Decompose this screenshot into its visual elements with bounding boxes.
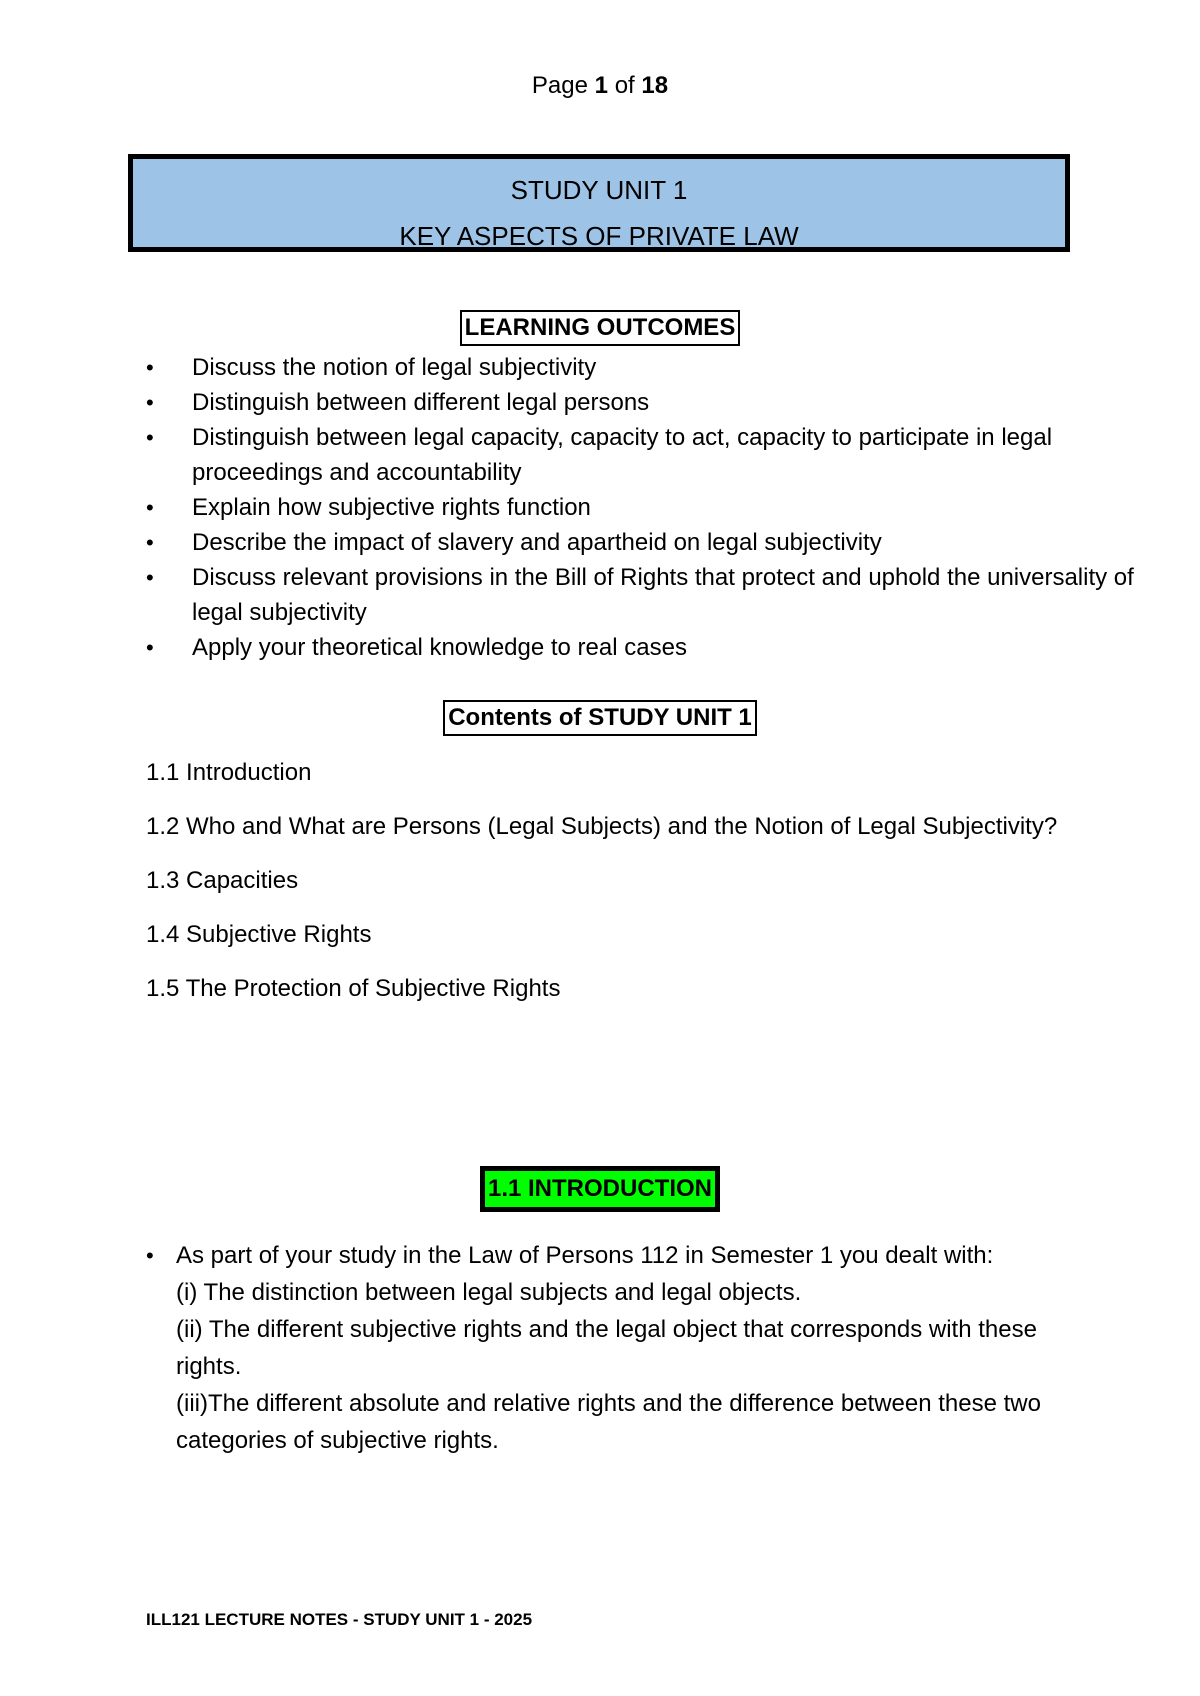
page-label: Page: [531, 72, 588, 99]
introduction-point: (ii) The different subjective rights and the legal object that corresponds with these rights.: [176, 1316, 1037, 1380]
study-unit-title: KEY ASPECTS OF PRIVATE LAW: [399, 221, 799, 251]
outcome-text: Distinguish between legal capacity, capacity to act, capacity to participate in legal proceedings and accountability: [192, 424, 1053, 486]
list-item: [146, 560, 1146, 630]
outcome-text: Discuss relevant provisions in the Bill of Rights that protect and uphold the universality of legal subjectivity: [192, 564, 1134, 626]
contents-list: [146, 755, 1126, 1025]
contents-item-subjective-rights: 1.4 Subjective Rights: [146, 921, 372, 948]
introduction-body: [146, 1237, 1106, 1459]
study-unit-number: STUDY UNIT 1: [510, 175, 688, 205]
list-item: [146, 350, 1146, 385]
list-item: [146, 490, 1146, 525]
page-current: 1: [594, 72, 609, 99]
page-of: of: [614, 72, 635, 99]
contents-item-introduction: 1.1 Introduction: [146, 759, 312, 786]
bullet-icon: •: [146, 565, 154, 590]
introduction-section: [146, 1237, 1106, 1459]
contents-heading-wrap: [0, 700, 1200, 736]
learning-outcomes-list: [146, 350, 1146, 665]
list-item: [146, 385, 1146, 420]
outcome-text: Explain how subjective rights function: [192, 494, 591, 521]
introduction-point: (iii)The different absolute and relative rights and the difference between these two categories of subjective rights.: [176, 1390, 1041, 1454]
page-number: [0, 72, 1200, 100]
list-item: [146, 420, 1146, 490]
outcome-text: Describe the impact of slavery and apartheid on legal subjectivity: [192, 529, 882, 556]
learning-outcomes-heading-wrap: [0, 310, 1200, 346]
list-item: [146, 525, 1146, 560]
page-footer: ILL121 LECTURE NOTES - STUDY UNIT 1 - 2025: [146, 1610, 533, 1629]
bullet-icon: •: [146, 355, 154, 380]
outcome-text: Apply your theoretical knowledge to real cases: [192, 634, 687, 661]
introduction-heading: 1.1 INTRODUCTION: [480, 1166, 720, 1212]
introduction-point: (i) The distinction between legal subjects and legal objects.: [176, 1279, 802, 1306]
list-item: [146, 630, 1146, 665]
bullet-icon: •: [146, 390, 154, 415]
contents-item-protection: 1.5 The Protection of Subjective Rights: [146, 975, 561, 1002]
bullet-icon: •: [146, 425, 154, 450]
bullet-icon: •: [146, 530, 154, 555]
contents-heading: Contents of STUDY UNIT 1: [443, 700, 757, 736]
introduction-lead: As part of your study in the Law of Persons 112 in Semester 1 you dealt with:: [176, 1242, 994, 1269]
study-unit-title-box: [128, 154, 1070, 252]
bullet-icon: •: [146, 495, 154, 520]
bullet-icon: •: [146, 1243, 154, 1268]
outcome-text: Distinguish between different legal persons: [192, 389, 650, 416]
bullet-icon: •: [146, 635, 154, 660]
outcome-text: Discuss the notion of legal subjectivity: [192, 354, 597, 381]
contents-item-capacities: 1.3 Capacities: [146, 867, 299, 894]
contents-item-persons: 1.2 Who and What are Persons (Legal Subjects) and the Notion of Legal Subjectivity?: [146, 813, 1058, 840]
page-total: 18: [641, 72, 669, 99]
learning-outcomes-heading: LEARNING OUTCOMES: [460, 310, 741, 346]
